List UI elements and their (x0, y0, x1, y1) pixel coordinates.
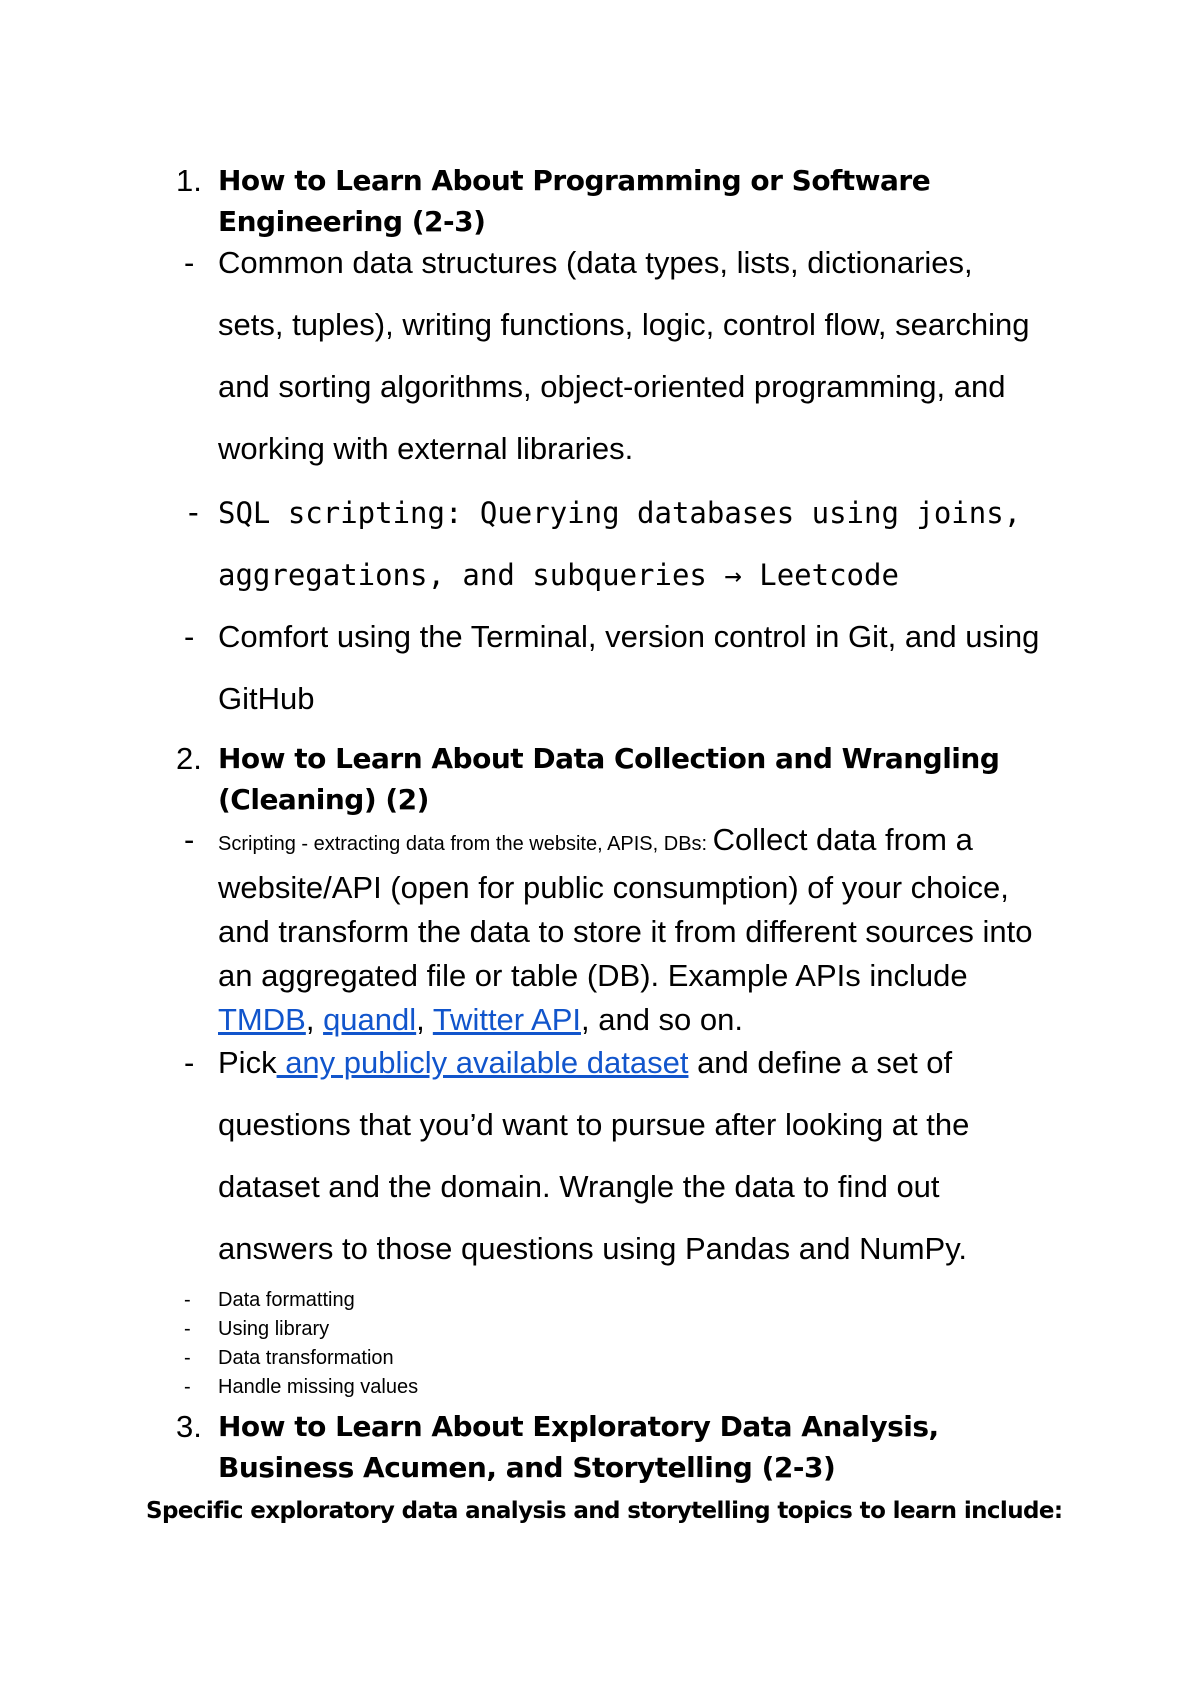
scripting-note: Scripting - extracting data from the website, APIS, DBs: (218, 833, 713, 855)
small-bullet-2-text: Using library (218, 1318, 330, 1340)
small-bullet-1-text: Data formatting (218, 1289, 355, 1311)
section-1-bullet-1 (184, 232, 1044, 480)
section-1-bullet-1-text: Common data structures (data types, lists, dictionaries, sets, tuples), writing functions, logic, control flow, searching and sorting algorithms, object-oriented programming, and working with external libraries. (218, 245, 1030, 466)
section-3-heading (176, 1406, 1076, 1488)
bullet-dash: - (184, 1045, 195, 1080)
small-bullet-3 (184, 1344, 1084, 1373)
small-bullet-2 (184, 1315, 1084, 1344)
small-bullet-3-text: Data transformation (218, 1347, 394, 1369)
bullet-dash: - (184, 1289, 191, 1311)
pick-rest-text: and define a set of questions that you’d want to pursue after looking at the dataset and the domain. Wrangle the data to find out answers to those questions using Pandas and NumPy. (218, 1045, 970, 1266)
quandl-link[interactable]: quandl (323, 1002, 417, 1037)
section-1-bullet-3 (184, 606, 1044, 730)
small-bullet-4 (184, 1373, 1084, 1402)
section-1-bullet-2 (184, 482, 1044, 606)
public-dataset-link[interactable]: any publicly available dataset (276, 1045, 689, 1080)
section-2-bullet-2-text (218, 1032, 1044, 1280)
bullet-dash: - (184, 619, 195, 654)
section-2-bullet-2 (184, 1032, 1044, 1280)
twitter-api-link[interactable]: Twitter API (432, 1002, 581, 1037)
section-3-title: How to Learn About Exploratory Data Analysis, Business Acumen, and Storytelling (2-3) (218, 1410, 939, 1484)
pick-text: Pick (218, 1045, 277, 1080)
bullet-dash: - (184, 1347, 191, 1369)
so-on-text: , and so on. (581, 1002, 744, 1037)
section-1-bullet-3-text: Comfort using the Terminal, version control in Git, and using GitHub (218, 619, 1040, 716)
eda-subheading: Specific exploratory data analysis and storytelling topics to learn include: (146, 1498, 1063, 1524)
tmdb-link[interactable]: TMDB (218, 1002, 306, 1037)
bullet-dash: - (184, 245, 195, 280)
section-2-number: 2. (176, 741, 202, 776)
section-1-heading (176, 160, 1076, 242)
bullet-dash: - (184, 1318, 191, 1340)
section-2-heading (176, 738, 1076, 820)
section-3-number: 3. (176, 1409, 202, 1444)
bullet-dash: - (184, 495, 203, 531)
section-1-number: 1. (176, 163, 202, 198)
separator: , (416, 1002, 433, 1037)
section-2-title: How to Learn About Data Collection and Wrangling (Cleaning) (2) (218, 742, 1000, 816)
section-2-bullet-1-text (218, 818, 1064, 1042)
section-1-bullet-2-text: SQL scripting: Querying databases using joins, aggregations, and subqueries → Leetcode (218, 496, 1022, 592)
section-1-title: How to Learn About Programming or Software Engineering (2-3) (218, 164, 931, 238)
bullet-dash: - (184, 1376, 191, 1398)
bullet-dash: - (184, 822, 195, 857)
separator: , (305, 1002, 324, 1037)
collect-data-text: Collect data from a website/API (open for public consumption) of your choice, and transform the data to store it from different sources into an aggregated file or table (DB). Example APIs include (218, 822, 1033, 993)
small-bullet-1 (184, 1286, 1084, 1315)
small-bullet-4-text: Handle missing values (218, 1376, 419, 1398)
section-2-bullet-1 (184, 818, 1064, 1042)
